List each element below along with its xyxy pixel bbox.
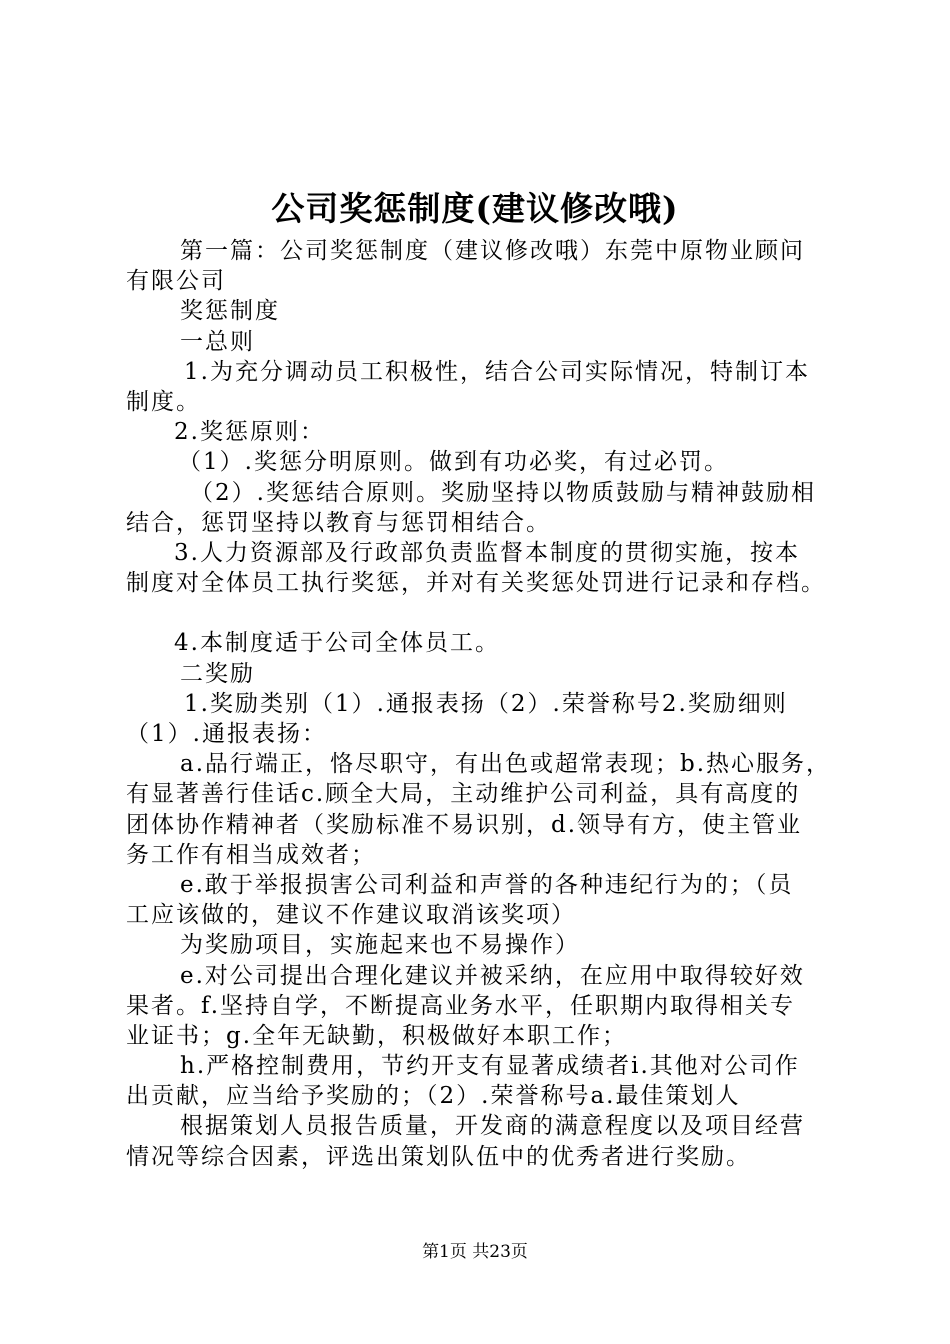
paragraph-line: 3.人力资源部及行政部负责监督本制度的贯彻实施，按本 — [174, 539, 800, 566]
paragraph-line: 结合，惩罚坚持以教育与惩罚相结合。 — [126, 509, 551, 536]
paragraph-line: 业证书；g.全年无缺勤，积极做好本职工作； — [126, 1022, 628, 1049]
paragraph-line: 有显著善行佳话c.顾全大局，主动维护公司利益，具有高度的 — [126, 781, 801, 808]
paragraph-line: 1.奖励类别（1）.通报表扬（2）.荣誉称号2.奖励细则 — [184, 690, 788, 717]
paragraph-line: 根据策划人员报告质量，开发商的满意程度以及项目经营 — [180, 1113, 805, 1140]
paragraph-line: e.对公司提出合理化建议并被采纳，在应用中取得较好效 — [180, 962, 805, 989]
paragraph-line: e.敢于举报损害公司利益和声誉的各种违纪行为的；（员 — [180, 871, 794, 898]
paragraph-line: 二奖励 — [180, 660, 255, 687]
paragraph-line: 2.奖惩原则： — [174, 419, 325, 446]
paragraph-line: 第一篇：公司奖惩制度（建议修改哦）东莞中原物业顾问 — [180, 238, 805, 264]
paragraph-line: 1.为充分调动员工积极性，结合公司实际情况，特制订本 — [184, 358, 810, 385]
paragraph-line: 工应该做的，建议不作建议取消该奖项） — [126, 902, 576, 929]
paragraph-line: 4.本制度适于公司全体员工。 — [174, 630, 500, 657]
paragraph-line: 一总则 — [180, 328, 255, 355]
paragraph-line: 情况等综合因素，评选出策划队伍中的优秀者进行奖励。 — [126, 1143, 751, 1170]
paragraph-line: 为奖励项目，实施起来也不易操作） — [180, 932, 580, 959]
document-title: 公司奖惩制度(建议修改哦) — [271, 189, 679, 228]
paragraph-line: 团体协作精神者（奖励标准不易识别，d.领导有方，使主管业 — [126, 811, 803, 838]
blank-line — [126, 598, 854, 628]
paragraph-line: （1）.奖惩分明原则。做到有功必奖，有过必罚。 — [178, 449, 729, 476]
paragraph-line: 有限公司 — [126, 268, 226, 295]
paragraph-line: （2）.奖惩结合原则。奖励坚持以物质鼓励与精神鼓励相 — [190, 479, 816, 506]
paragraph-line: h.严格控制费用，节约开支有显著成绩者i.其他对公司作 — [180, 1053, 800, 1080]
paragraph-line: （1）.通报表扬： — [126, 721, 327, 747]
paragraph-line: 出贡献，应当给予奖励的；（2）.荣誉称号a.最佳策划人 — [126, 1083, 741, 1110]
paragraph-line: 果者。f.坚持自学，不断提高业务水平，任职期内取得相关专 — [126, 992, 796, 1019]
paragraph-line: a.品行端正，恪尽职守，有出色或超常表现；b.热心服务， — [180, 751, 832, 778]
document-body — [126, 236, 854, 1172]
paragraph-line: 奖惩制度 — [180, 298, 280, 325]
paragraph-line: 制度。 — [126, 388, 201, 415]
paragraph-line: 务工作有相当成效者； — [126, 841, 376, 868]
page-number-footer: 第1页 共23页 — [422, 1242, 528, 1262]
paragraph-line: 制度对全体员工执行奖惩，并对有关奖惩处罚进行记录和存档。 — [126, 570, 826, 597]
